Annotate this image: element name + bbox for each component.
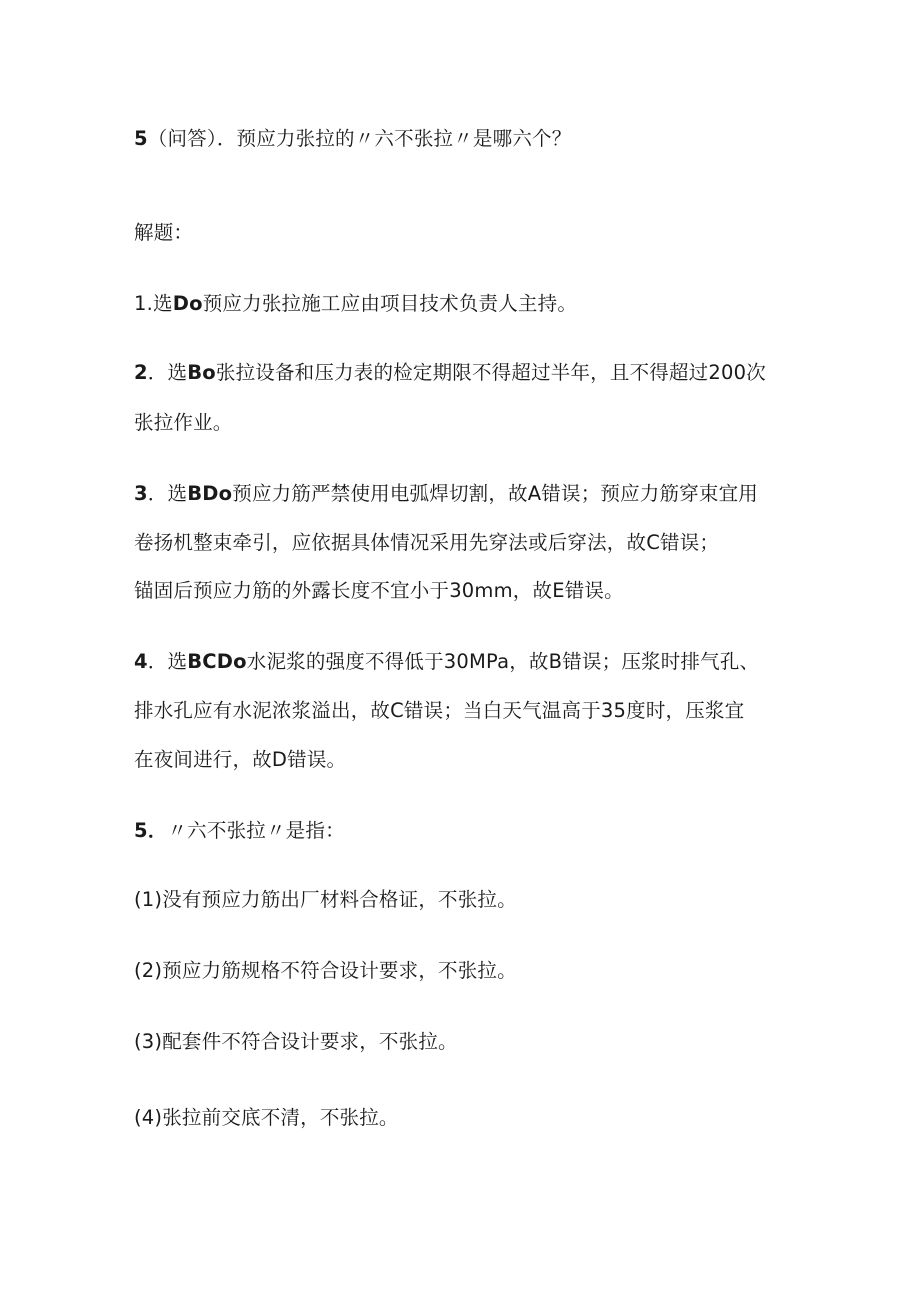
answer-1-text: 预应力张拉施工应由项目技术负责人主持。 bbox=[202, 292, 578, 315]
answer-1-number: 1. bbox=[134, 292, 154, 315]
answer-2-line-1 bbox=[134, 360, 766, 386]
item-1: (1)没有预应力筋出厂材料合格证，不张拉。 bbox=[134, 888, 517, 911]
answer-3-choice: BD bbox=[187, 482, 219, 505]
answer-1-choice: D bbox=[172, 292, 190, 315]
answer-4-line-3: 在夜间进行，故D错误。 bbox=[134, 748, 347, 771]
question-line bbox=[134, 126, 571, 152]
answer-1-line-1 bbox=[134, 291, 577, 317]
answer-3-line-1 bbox=[134, 481, 758, 507]
answer-3-line-2: 卷扬机整束牵引，应依据具体情况采用先穿法或后穿法，故C错误； bbox=[134, 531, 720, 554]
item-3: (3)配套件不符合设计要求，不张拉。 bbox=[134, 1030, 458, 1053]
solution-heading: 解题： bbox=[134, 221, 194, 244]
answer-4-prefix: ．选 bbox=[147, 650, 188, 673]
answer-4-text-1: 水泥浆的强度不得低于30MPa，故B错误；压浆时排气孔、 bbox=[246, 650, 760, 673]
answer-3-text-1: 预应力筋严禁使用电弧焊切割，故A错误；预应力筋穿束宜用 bbox=[232, 482, 758, 505]
answer-4-number: 4 bbox=[134, 650, 148, 673]
answer-4-line-1 bbox=[134, 649, 759, 675]
item-4: (4)张拉前交底不清，不张拉。 bbox=[134, 1106, 399, 1129]
answer-3-prefix: ．选 bbox=[147, 482, 188, 505]
answer-4-line-2: 排水孔应有水泥浓浆溢出，故C错误；当白天气温高于35度时，压浆宜 bbox=[134, 699, 745, 722]
answer-2-choice: B bbox=[187, 361, 203, 384]
item-2: (2)预应力筋规格不符合设计要求，不张拉。 bbox=[134, 959, 517, 982]
answer-5-line bbox=[134, 818, 345, 844]
answer-3-line-3: 锚固后预应力筋的外露长度不宜小于30mm，故E错误。 bbox=[134, 579, 624, 602]
answer-5-prefix: ． bbox=[147, 819, 168, 842]
answer-2-prefix: ．选 bbox=[147, 361, 188, 384]
answer-1-prefix: 选 bbox=[153, 292, 173, 315]
answer-2-number: 2 bbox=[134, 361, 148, 384]
answer-4-choice: BCD bbox=[187, 650, 234, 673]
question-number: 5 bbox=[134, 127, 148, 150]
answer-2-text-1: 张拉设备和压力表的检定期限不得超过半年，且不得超过200次 bbox=[215, 361, 766, 384]
answer-2-line-2: 张拉作业。 bbox=[134, 411, 233, 434]
answer-1-sep: o bbox=[189, 292, 203, 315]
answer-5-text: 〃六不张拉〃是指： bbox=[167, 819, 345, 842]
answer-3-sep: o bbox=[218, 482, 233, 505]
answer-5-number: 5 bbox=[134, 819, 148, 842]
answer-3-number: 3 bbox=[134, 482, 148, 505]
question-text: （问答）．预应力张拉的〃六不张拉〃是哪六个？ bbox=[147, 127, 572, 150]
answer-2-sep: o bbox=[202, 361, 216, 384]
answer-4-sep: o bbox=[233, 650, 247, 673]
